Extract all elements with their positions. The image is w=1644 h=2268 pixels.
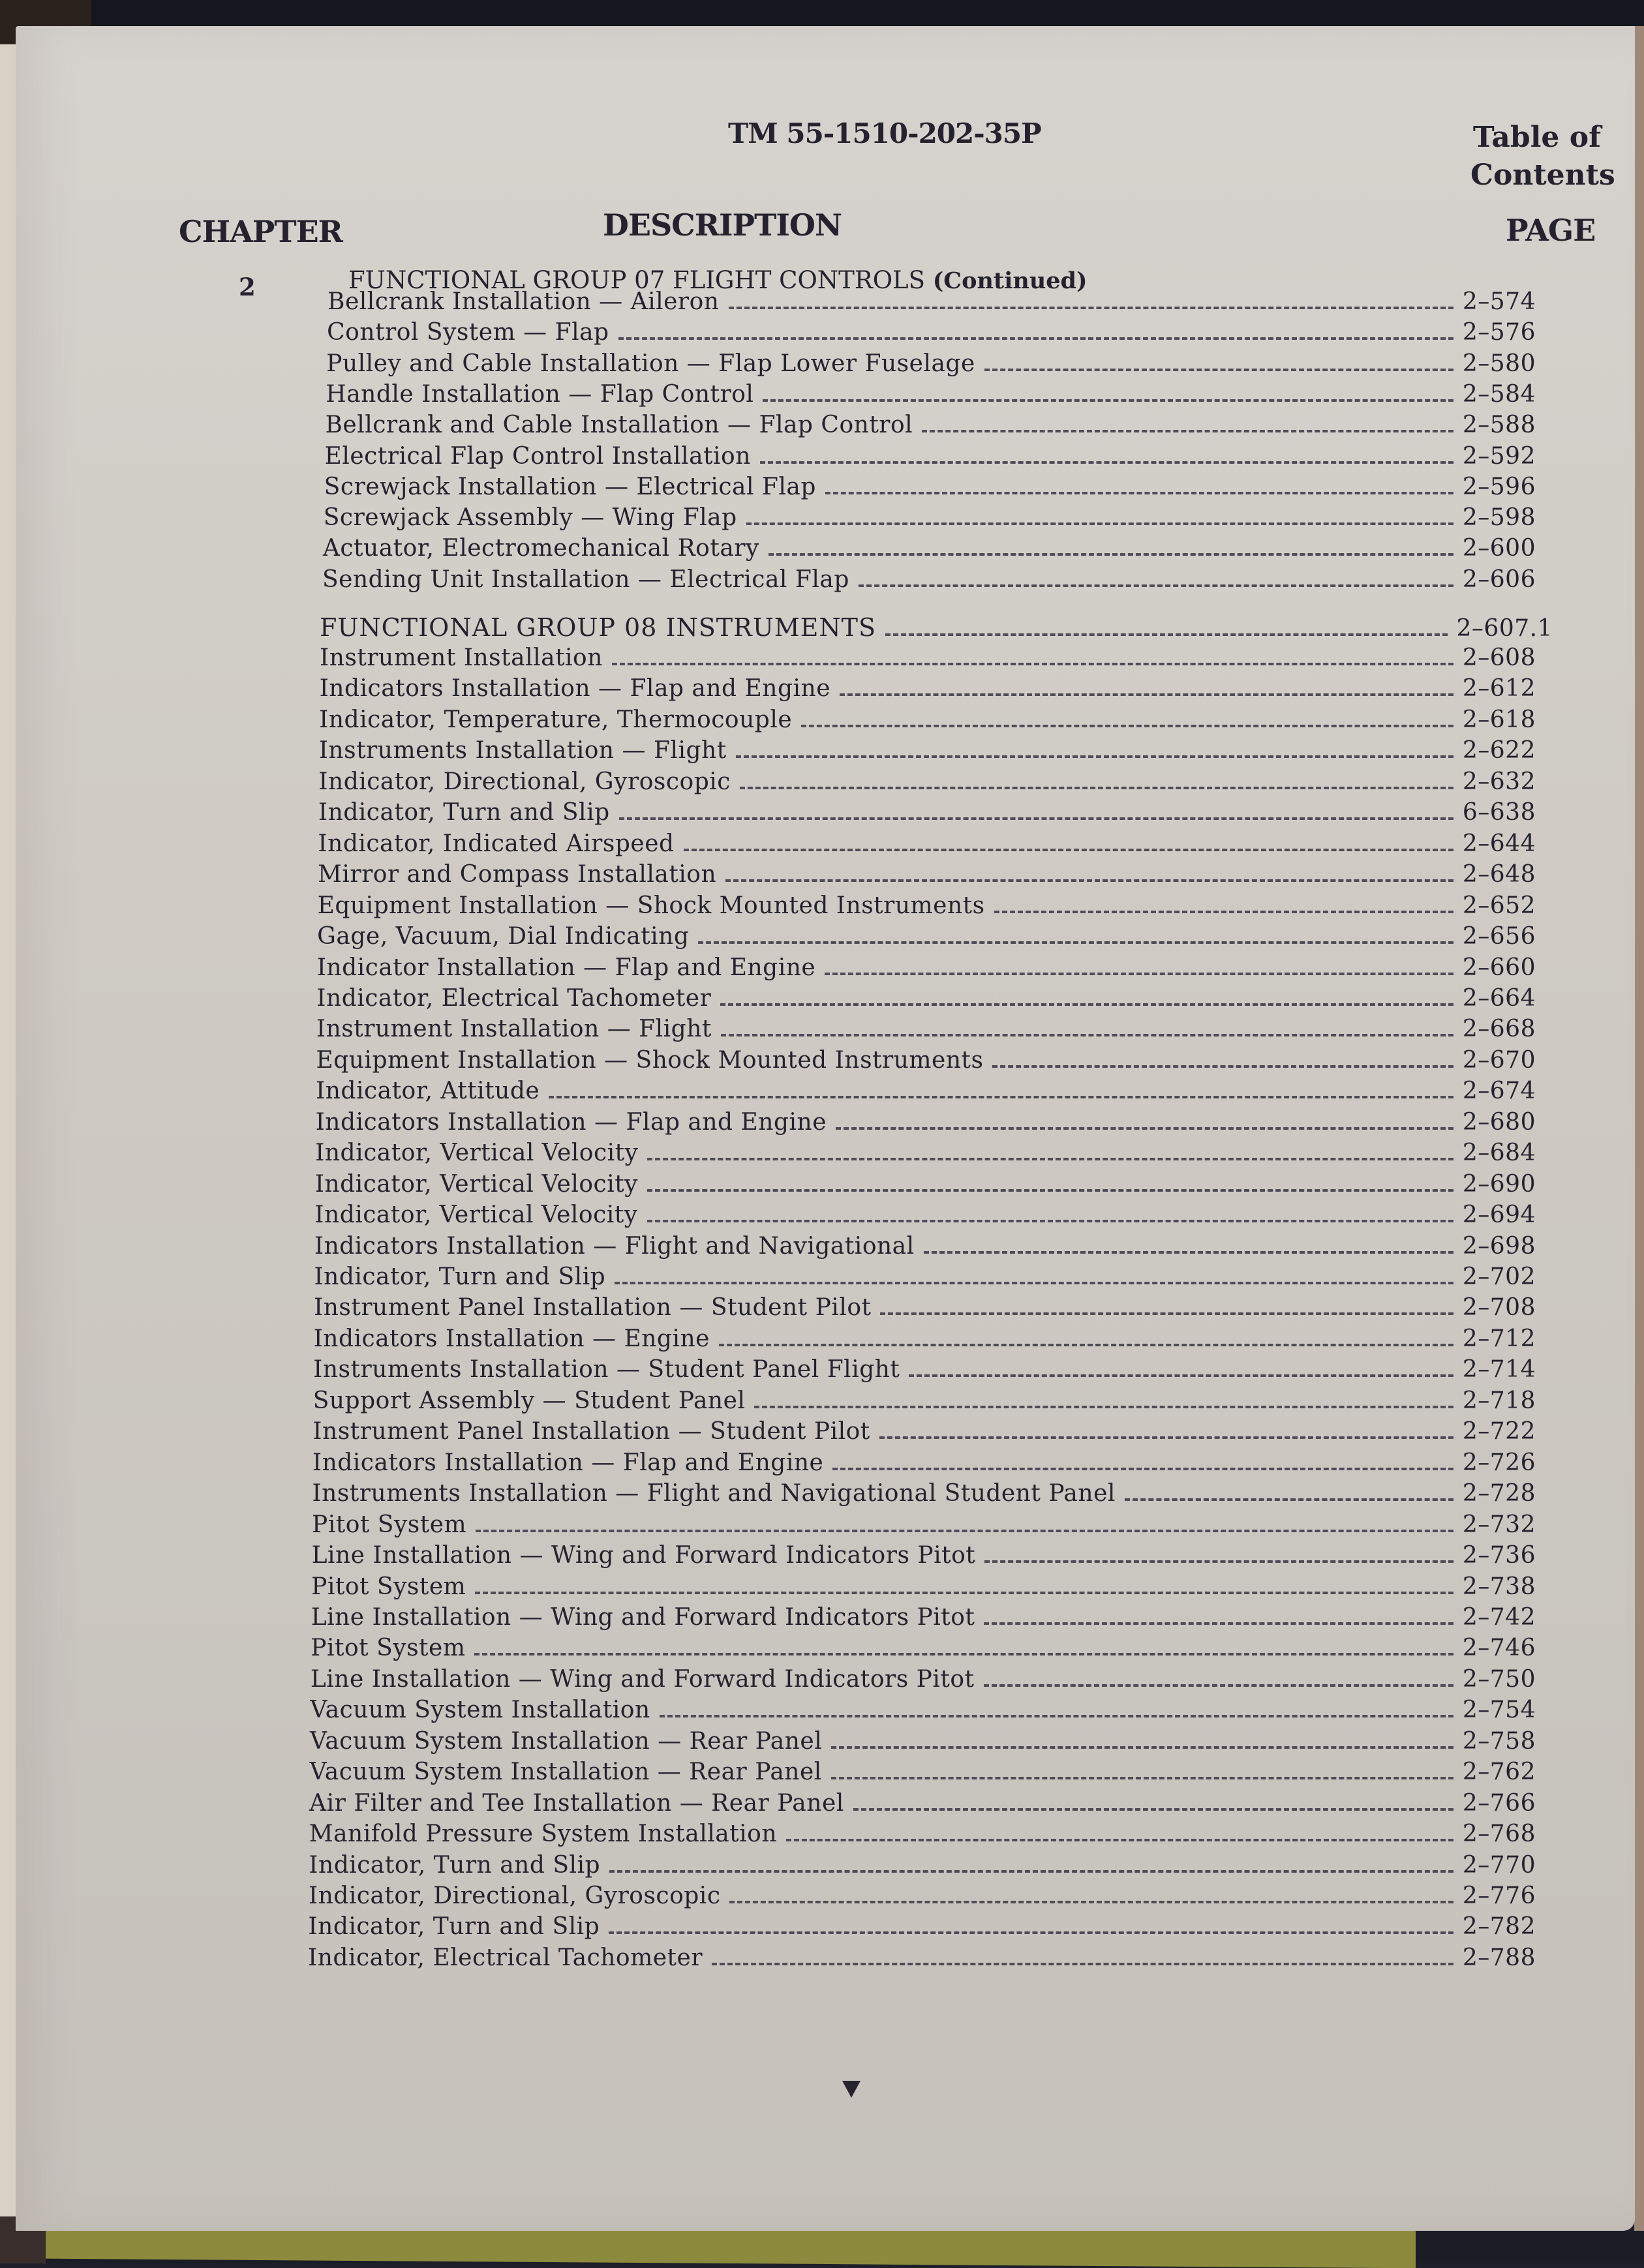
dot-leader <box>712 1963 1454 1965</box>
toc-entry-page: 2–708 <box>1462 1294 1536 1322</box>
toc-entry-page: 2–782 <box>1462 1913 1536 1941</box>
toc-entry-page: 2–664 <box>1462 984 1536 1012</box>
dot-leader <box>836 1127 1454 1130</box>
toc-entry[interactable] <box>312 1449 1536 1476</box>
dot-leader <box>831 1777 1454 1779</box>
toc-entry-label: Instrument Panel Installation — Student Pilot <box>312 1418 870 1445</box>
toc-entry[interactable] <box>327 288 1536 315</box>
toc-entry-page: 2–612 <box>1462 675 1536 703</box>
toc-entry-label: Line Installation — Wing and Forward Indicators Pitot <box>311 1542 976 1569</box>
dot-leader <box>859 584 1454 587</box>
toc-entry-label: Indicators Installation — Flap and Engine <box>315 1108 827 1136</box>
toc-entry-label: Indicator, Vertical Velocity <box>314 1202 638 1229</box>
toc-entry-label: Line Installation — Wing and Forward Indicators Pitot <box>310 1665 975 1693</box>
dot-leader <box>729 307 1454 309</box>
group-07-continued: (Continued) <box>932 267 1088 294</box>
toc-entry-label: Vacuum System Installation — Rear Panel <box>309 1759 822 1786</box>
dot-leader <box>880 1312 1453 1315</box>
toc-entry-label: Indicator, Vertical Velocity <box>314 1170 639 1198</box>
toc-entry[interactable] <box>310 1728 1536 1755</box>
dot-leader <box>619 817 1454 820</box>
toc-entry-page: 6–638 <box>1462 799 1536 826</box>
dot-leader <box>909 1374 1453 1377</box>
toc-entry-label: Bellcrank Installation — Aileron <box>327 288 720 315</box>
dot-leader <box>984 1560 1454 1563</box>
dot-leader <box>647 1189 1454 1192</box>
toc-entry-label: Mirror and Compass Installation <box>318 861 717 888</box>
toc-entry-page: 2–718 <box>1462 1387 1536 1414</box>
toc-entry-label: Screwjack Assembly — Wing Flap <box>323 504 737 532</box>
toc-entry[interactable] <box>316 985 1536 1012</box>
toc-entry[interactable] <box>315 1140 1536 1166</box>
toc-entry-page: 2–574 <box>1462 288 1536 315</box>
dot-leader <box>475 1592 1454 1594</box>
toc-entry[interactable] <box>318 830 1536 857</box>
toc-entry-label: Support Assembly — Student Panel <box>312 1387 746 1414</box>
toc-entry-page: 2–768 <box>1462 1821 1536 1848</box>
toc-entry-page: 2–690 <box>1462 1170 1536 1198</box>
dot-leader <box>994 911 1454 913</box>
toc-entry-label: Equipment Installation — Shock Mounted Instruments <box>317 892 985 919</box>
dot-leader <box>984 1684 1454 1687</box>
toc-entry-label: Electrical Flap Control Installation <box>324 442 751 470</box>
toc-entry[interactable] <box>310 1759 1536 1785</box>
toc-entry-page: 2–758 <box>1462 1727 1536 1755</box>
toc-entry-label: Indicator, Turn and Slip <box>318 799 610 826</box>
dot-leader <box>612 663 1454 665</box>
toc-entry-page: 2–608 <box>1462 644 1536 671</box>
toc-entry-label: Gage, Vacuum, Dial Indicating <box>317 923 690 950</box>
dot-leader <box>769 553 1454 556</box>
toc-entry[interactable] <box>318 861 1536 888</box>
toc-entry[interactable] <box>314 1202 1536 1228</box>
dot-leader <box>984 369 1454 371</box>
toc-entry-label: Instruments Installation — Student Panel Flight <box>313 1356 900 1383</box>
toc-entry[interactable] <box>316 1109 1536 1136</box>
toc-entry-label: Indicator, Electrical Tachometer <box>316 984 712 1012</box>
toc-entry-page: 2–580 <box>1462 350 1536 377</box>
dot-leader <box>786 1839 1454 1841</box>
dot-leader <box>660 1715 1454 1717</box>
toc-entry[interactable] <box>309 1852 1536 1879</box>
toc-entry-page: 2–600 <box>1462 535 1536 562</box>
dot-leader <box>853 1808 1454 1811</box>
toc-entry-label: Indicator, Electrical Tachometer <box>308 1944 703 1971</box>
dot-leader <box>474 1653 1453 1656</box>
toc-entry[interactable] <box>312 1542 1536 1569</box>
toc-entry-label: Indicators Installation — Flight and Navigational <box>314 1232 915 1260</box>
toc-entry-page: 2–606 <box>1462 566 1536 593</box>
toc-entry-label: Indicator, Vertical Velocity <box>315 1140 639 1167</box>
toc-entry-page: 2–732 <box>1462 1511 1536 1538</box>
dot-leader <box>1125 1498 1454 1501</box>
toc-entry-label: Handle Installation — Flap Control <box>326 380 754 408</box>
dot-leader <box>831 1746 1454 1749</box>
toc-entry[interactable] <box>308 1944 1536 1971</box>
dot-leader <box>684 849 1454 851</box>
toc-entry[interactable] <box>318 768 1536 795</box>
toc-entry-label: Indicator, Turn and Slip <box>314 1263 606 1290</box>
toc-entry-label: Indicator, Directional, Gyroscopic <box>308 1882 721 1909</box>
dot-leader <box>740 787 1454 789</box>
toc-entry[interactable] <box>326 350 1536 377</box>
toc-entry[interactable] <box>324 474 1536 500</box>
toc-entry-page: 2–684 <box>1462 1140 1536 1167</box>
toc-entry[interactable] <box>323 535 1536 562</box>
toc-entry-page: 2–622 <box>1462 737 1536 764</box>
toc-entry-label: Indicator, Attitude <box>316 1078 540 1105</box>
toc-entry-page: 2–670 <box>1462 1046 1536 1074</box>
toc-entry-page: 2–588 <box>1462 412 1536 439</box>
toc-entry-label: Control System — Flap <box>327 319 609 346</box>
toc-entry[interactable] <box>319 737 1536 764</box>
toc-entry-page: 2–766 <box>1462 1789 1536 1817</box>
toc-entry-label: Indicators Installation — Flap and Engine <box>312 1449 824 1476</box>
dot-leader <box>763 399 1453 402</box>
toc-entry-label: Actuator, Electromechanical Rotary <box>322 535 759 562</box>
toc-entry-page: 2–576 <box>1462 319 1536 346</box>
dot-leader <box>984 1622 1454 1625</box>
toc-entry-label: Indicator, Directional, Gyroscopic <box>318 768 731 795</box>
toc-entry[interactable] <box>320 675 1536 702</box>
toc-entry[interactable] <box>311 1635 1536 1661</box>
toc-entry[interactable] <box>312 1418 1536 1445</box>
toc-entry-page: 2–754 <box>1462 1697 1536 1724</box>
toc-entry[interactable] <box>316 1016 1536 1042</box>
toc-entry-page: 2–712 <box>1462 1325 1536 1352</box>
toc-entry-label: Equipment Installation — Shock Mounted Instruments <box>316 1046 984 1074</box>
group-07-title-text: FUNCTIONAL GROUP 07 FLIGHT CONTROLS <box>348 266 925 294</box>
toc-entry-label: Vacuum System Installation <box>310 1697 650 1724</box>
column-header-page: PAGE <box>1506 213 1596 248</box>
dot-leader <box>760 461 1454 464</box>
toc-entry-label: Bellcrank and Cable Installation — Flap Control <box>325 412 913 439</box>
toc-entry-label: Instruments Installation — Flight and Navigational Student Panel <box>312 1480 1116 1507</box>
chapter-number: 2 <box>239 273 256 301</box>
dot-leader <box>609 1870 1454 1873</box>
dot-leader <box>729 1901 1453 1903</box>
dot-leader <box>922 430 1454 432</box>
dot-leader <box>746 522 1454 525</box>
dot-leader <box>647 1158 1453 1160</box>
toc-entry[interactable] <box>308 1913 1536 1940</box>
document-code: TM 55-1510-202-35P <box>728 117 1041 149</box>
dot-leader <box>476 1530 1454 1532</box>
dot-leader <box>647 1220 1454 1222</box>
toc-entry-label: Indicator Installation — Flap and Engine <box>316 954 816 981</box>
group-08-page: 2–607.1 <box>1456 615 1553 642</box>
toc-entry-page: 2–776 <box>1462 1882 1536 1909</box>
toc-entry[interactable] <box>312 1511 1536 1538</box>
dot-leader <box>720 1003 1454 1006</box>
toc-entry-page: 2–632 <box>1462 768 1536 795</box>
toc-entry-page: 2–618 <box>1462 706 1536 733</box>
toc-entry[interactable] <box>309 1882 1536 1909</box>
right-page-edge <box>1634 26 1644 2231</box>
toc-entry-page: 2–644 <box>1462 830 1536 857</box>
toc-entry-page: 2–702 <box>1462 1263 1536 1290</box>
column-header-description: DESCRIPTION <box>603 207 842 243</box>
toc-entry-label: Pulley and Cable Installation — Flap Lower Fuselage <box>326 350 975 377</box>
dot-leader <box>825 492 1454 494</box>
toc-entry[interactable] <box>314 1263 1536 1290</box>
toc-entry-page: 2–584 <box>1462 380 1536 408</box>
toc-entry-label: Indicator, Temperature, Thermocouple <box>319 706 793 733</box>
toc-entry[interactable] <box>316 1047 1536 1074</box>
toc-entry-page: 2–698 <box>1462 1232 1536 1260</box>
toc-entry[interactable] <box>310 1697 1536 1723</box>
toc-entry-label: Vacuum System Installation — Rear Panel <box>310 1727 823 1755</box>
toc-entry-page: 2–738 <box>1462 1573 1536 1600</box>
toc-entry-page: 2–750 <box>1462 1665 1536 1693</box>
toc-entry-page: 2–652 <box>1462 892 1536 919</box>
toc-entry-page: 2–648 <box>1462 861 1536 888</box>
dot-leader <box>924 1251 1454 1254</box>
toc-entry[interactable] <box>314 1294 1536 1321</box>
dot-leader <box>618 337 1454 340</box>
toc-entry[interactable] <box>322 566 1536 593</box>
dot-leader <box>719 1344 1454 1346</box>
column-header-chapter: CHAPTER <box>179 214 342 249</box>
toc-entry-page: 2–726 <box>1462 1449 1536 1476</box>
toc-entry[interactable] <box>320 644 1536 671</box>
toc-entry-label: Instrument Panel Installation — Student Pilot <box>314 1294 872 1322</box>
toc-entry-page: 2–788 <box>1462 1944 1536 1971</box>
toc-entry[interactable] <box>324 504 1536 531</box>
toc-entry-page: 2–598 <box>1462 504 1536 532</box>
toc-entry-page: 2–714 <box>1462 1356 1536 1383</box>
toc-entry[interactable] <box>312 1480 1536 1507</box>
toc-entry-page: 2–722 <box>1462 1418 1536 1445</box>
toc-entry-label: Indicators Installation — Engine <box>313 1325 710 1352</box>
dot-leader <box>832 1468 1454 1470</box>
toc-entry-page: 2–746 <box>1462 1635 1536 1662</box>
toc-entry-label: Air Filter and Tee Installation — Rear Panel <box>309 1789 844 1817</box>
toc-entry[interactable] <box>317 954 1536 981</box>
toc-heading <box>1470 119 1615 194</box>
toc-entry-label: Indicator, Turn and Slip <box>309 1851 601 1879</box>
toc-entry-label: Screwjack Installation — Electrical Flap <box>324 473 816 500</box>
document-page <box>16 26 1635 2231</box>
toc-entry[interactable] <box>309 1821 1536 1847</box>
toc-entry-page: 2–762 <box>1462 1759 1536 1786</box>
toc-entry[interactable] <box>326 381 1536 408</box>
toc-entry-label: Sending Unit Installation — Electrical Flap <box>322 566 849 593</box>
toc-entry-page: 2–596 <box>1462 473 1536 500</box>
toc-entry[interactable] <box>309 1790 1536 1817</box>
toc-entry-page: 2–660 <box>1462 954 1536 981</box>
toc-entry[interactable] <box>318 892 1536 919</box>
toc-entry-page: 2–736 <box>1462 1542 1536 1569</box>
toc-entry-label: Instrument Installation — Flight <box>316 1016 712 1043</box>
left-page-edge <box>0 44 17 2216</box>
toc-entry-label: Line Installation — Wing and Forward Indicators Pitot <box>311 1603 975 1631</box>
toc-entry-page: 2–656 <box>1462 923 1536 950</box>
dot-leader <box>725 879 1454 882</box>
toc-entry[interactable] <box>313 1356 1536 1383</box>
group-08-title: FUNCTIONAL GROUP 08 INSTRUMENTS <box>320 613 877 642</box>
dot-leader <box>549 1096 1454 1098</box>
dot-leader <box>736 755 1454 758</box>
toc-entry[interactable] <box>317 923 1536 950</box>
toc-entry-page: 2–592 <box>1462 442 1536 470</box>
toc-entry[interactable] <box>316 1078 1536 1104</box>
toc-entry[interactable] <box>315 1171 1536 1198</box>
toc-entry-label: Indicator, Indicated Airspeed <box>318 830 675 857</box>
toc-entry-page: 2–742 <box>1462 1603 1536 1631</box>
toc-entry[interactable] <box>311 1666 1536 1693</box>
toc-entry-page: 2–680 <box>1462 1108 1536 1136</box>
toc-entry-label: Indicators Installation — Flap and Engine <box>319 675 831 703</box>
toc-entry[interactable] <box>319 706 1536 733</box>
toc-heading-line1: Table of <box>1472 121 1601 154</box>
dot-leader <box>721 1034 1454 1036</box>
toc-entry-page: 2–668 <box>1462 1016 1536 1043</box>
group-08-heading[interactable] <box>320 613 1553 642</box>
toc-entry[interactable] <box>311 1604 1536 1631</box>
toc-entry-label: Manifold Pressure System Installation <box>309 1821 778 1848</box>
toc-entry-label: Pitot System <box>311 1635 466 1662</box>
toc-entry[interactable] <box>325 412 1536 438</box>
toc-entry-page: 2–694 <box>1462 1202 1536 1229</box>
toc-entry-page: 2–728 <box>1462 1480 1536 1507</box>
dot-leader <box>840 693 1454 696</box>
toc-entry[interactable] <box>311 1573 1536 1600</box>
toc-entry-label: Indicator, Turn and Slip <box>308 1913 600 1941</box>
toc-heading-line2: Contents <box>1470 159 1615 192</box>
toc-entry[interactable] <box>318 799 1536 826</box>
dot-leader <box>609 1931 1454 1934</box>
toc-entry[interactable] <box>314 1233 1536 1260</box>
toc-entry-page: 2–770 <box>1462 1851 1536 1879</box>
dot-leader <box>801 725 1454 727</box>
toc-entry-page: 2–674 <box>1462 1078 1536 1105</box>
dot-leader <box>698 941 1453 944</box>
toc-entry-label: Instruments Installation — Flight <box>318 737 727 764</box>
dot-leader <box>615 1282 1454 1284</box>
dot-leader <box>992 1065 1453 1068</box>
toc-entry[interactable] <box>313 1387 1536 1414</box>
dot-leader <box>754 1406 1453 1408</box>
dot-leader <box>879 1436 1454 1439</box>
toc-entry[interactable] <box>327 319 1536 346</box>
toc-entry-label: Pitot System <box>312 1511 467 1538</box>
dot-leader <box>885 633 1448 636</box>
toc-entry[interactable] <box>314 1325 1536 1352</box>
dot-leader <box>825 973 1454 975</box>
toc-entry-label: Instrument Installation <box>320 644 603 671</box>
toc-entry[interactable] <box>325 443 1536 470</box>
down-triangle-icon <box>842 2081 860 2098</box>
toc-entry-label: Pitot System <box>311 1573 466 1600</box>
